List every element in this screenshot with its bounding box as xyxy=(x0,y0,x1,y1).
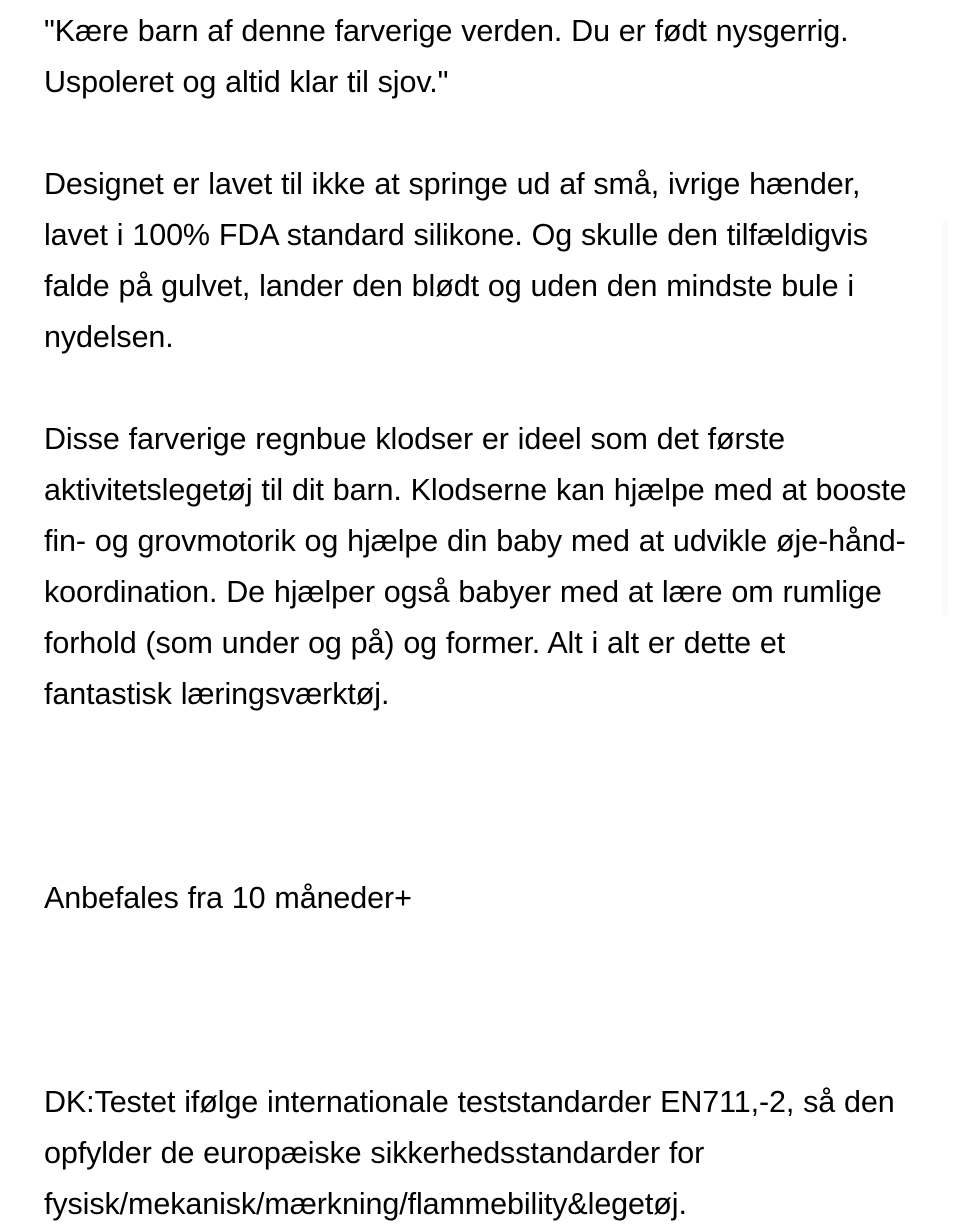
paragraph-spacer xyxy=(44,720,916,873)
product-quote: "Kære barn af denne farverige verden. Du er født nysgerrig. Uspoleret og altid klar til sjov." xyxy=(44,14,858,99)
product-benefits-paragraph: Disse farverige regnbue klodser er ideel som det første aktivitetslegetøj til dit barn. Klodserne kan hjælpe med at booste fin- og grovmotorik og hjælpe din baby med at udvikle øje-hånd-koordination. De hjælper også babyer med at lære om rumlige forhold (som under og på) og former. Alt i alt er dette et fantastisk læringsværktøj. xyxy=(44,422,916,711)
paragraph-spacer xyxy=(44,924,916,1077)
product-design-paragraph: Designet er lavet til ikke at springe ud af små, ivrige hænder, lavet i 100% FDA standard silikone. Og skulle den tilfældigvis falde på gulvet, lander den blødt og uden den mindste bule i nydelsen. xyxy=(44,167,877,354)
paragraph-spacer xyxy=(44,108,916,159)
paragraph-spacer xyxy=(44,363,916,414)
age-recommendation: Anbefales fra 10 måneder+ xyxy=(44,881,412,915)
safety-standards-paragraph: DK:Testet ifølge internationale teststandarder EN711,-2, så den opfylder de europæiske sikkerhedsstandarder for fysisk/mekanisk/mærkning/flammebility&legetøj. xyxy=(44,1085,904,1221)
